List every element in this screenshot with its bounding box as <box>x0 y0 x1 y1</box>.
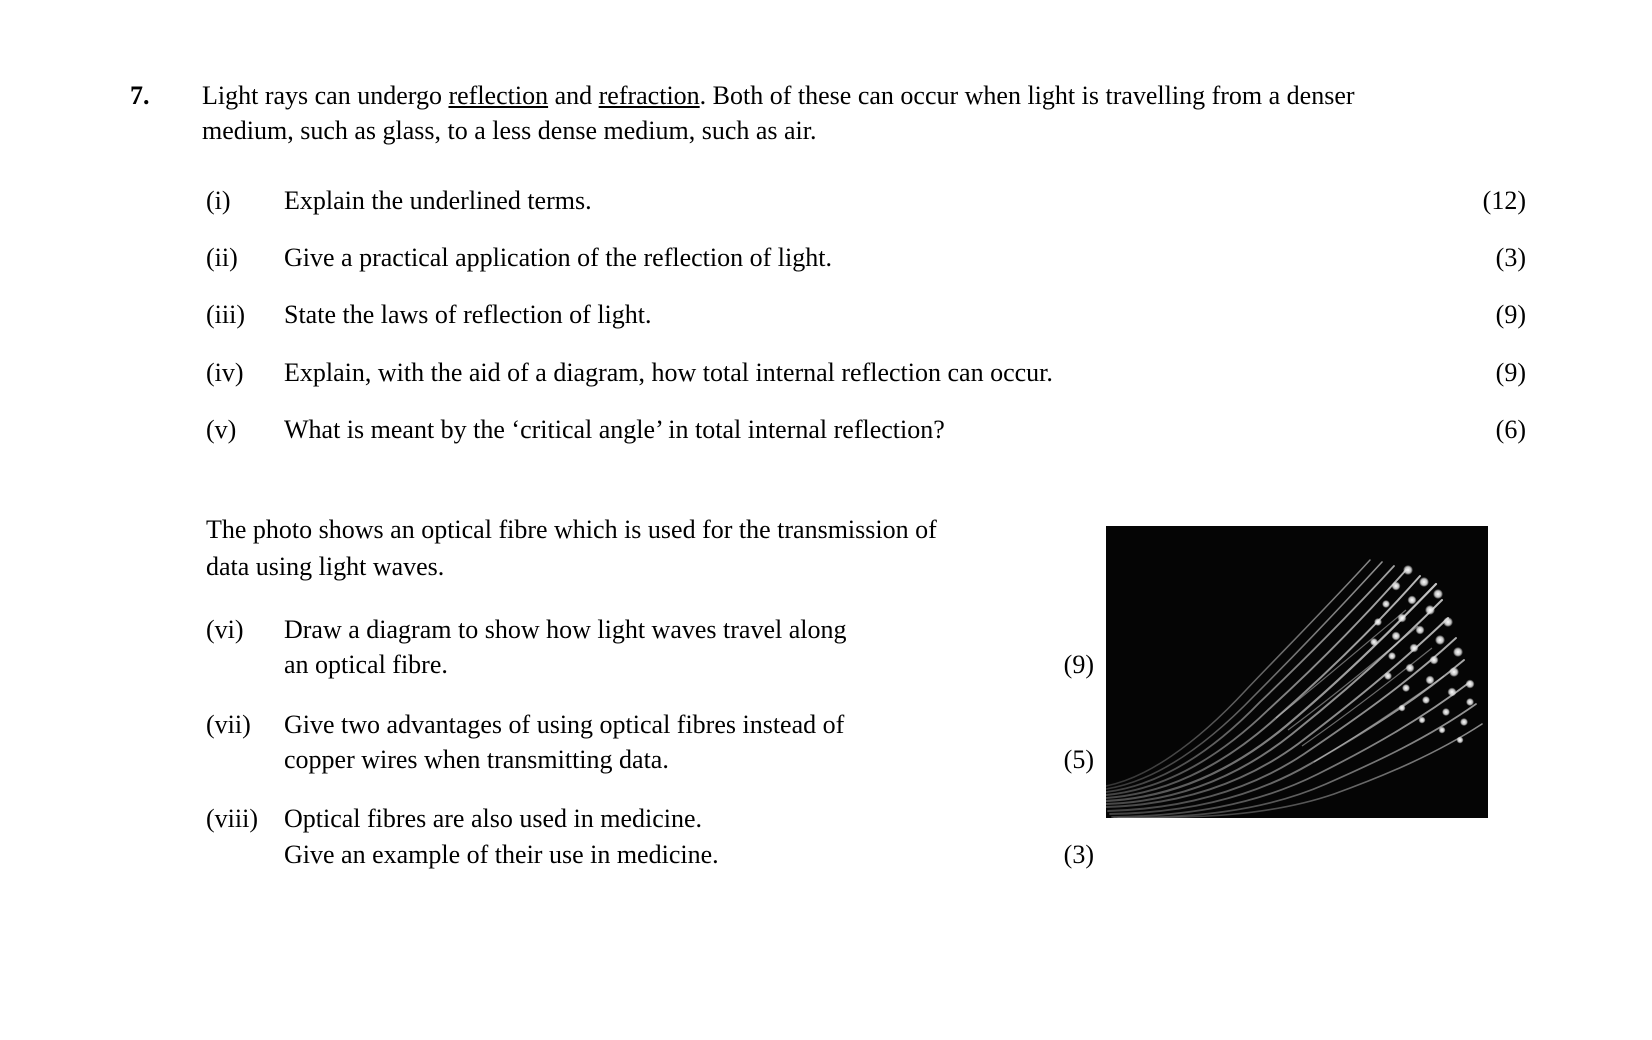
part-marks: (5) <box>1063 744 1094 774</box>
question-part <box>206 240 1526 275</box>
part-label: (iv) <box>206 357 244 387</box>
part-text: Give a practical application of the reflection of light. <box>284 243 832 273</box>
part-text-line-2: copper wires when transmitting data. <box>284 744 669 774</box>
part-text-line-1: Draw a diagram to show how light waves travel along <box>284 614 847 644</box>
part-marks: (9) <box>1495 300 1526 330</box>
part-text <box>284 612 1004 683</box>
part-label: (ii) <box>206 243 238 273</box>
part-text: Explain the underlined terms. <box>284 185 592 215</box>
question-part <box>206 355 1526 390</box>
optical-fibre-photo <box>1106 526 1488 818</box>
part-text-line-2: an optical fibre. <box>284 650 448 680</box>
question-parts-list <box>206 183 1526 448</box>
question-heading <box>130 78 1530 149</box>
question-part <box>206 412 1526 447</box>
lower-parts-list <box>206 612 1106 872</box>
optical-fibre-illustration <box>1106 526 1488 818</box>
part-label: (viii) <box>206 804 258 834</box>
question-number: 7. <box>130 81 150 110</box>
question-part <box>206 183 1526 218</box>
part-marks: (9) <box>1495 357 1526 387</box>
part-label: (vi) <box>206 614 244 644</box>
part-text: State the laws of reflection of light. <box>284 300 652 330</box>
underlined-term-reflection: reflection <box>448 81 549 110</box>
part-text-line-1: Optical fibres are also used in medicine. <box>284 804 703 834</box>
part-marks: (9) <box>1063 650 1094 680</box>
part-label: (i) <box>206 185 231 215</box>
question-stem <box>202 78 1382 149</box>
question-block <box>130 78 1530 470</box>
question-stem-part-3: . Both of these can occur when light is travelling from a denser medium, such as glass, to a less dense medium, such as air. <box>202 81 1355 146</box>
question-stem-part-1: Light rays can undergo <box>202 81 449 110</box>
part-label: (vii) <box>206 709 251 739</box>
question-part <box>206 297 1526 332</box>
part-text: Explain, with the aid of a diagram, how total internal reflection can occur. <box>284 357 1053 387</box>
part-text <box>284 801 1004 872</box>
part-marks: (6) <box>1495 415 1526 445</box>
part-text-line-2: Give an example of their use in medicine. <box>284 839 719 869</box>
part-label: (v) <box>206 415 237 445</box>
part-marks: (3) <box>1063 839 1094 869</box>
part-label: (iii) <box>206 300 245 330</box>
part-text <box>284 707 1004 778</box>
lower-section <box>206 512 1106 896</box>
part-text-line-1: Give two advantages of using optical fibres instead of <box>284 709 845 739</box>
underlined-term-refraction: refraction <box>598 81 700 110</box>
question-part <box>206 612 1106 683</box>
question-part <box>206 801 1106 872</box>
photo-caption: The photo shows an optical fibre which is used for the transmission of data using light waves. <box>206 515 937 581</box>
part-marks: (12) <box>1482 185 1526 215</box>
question-part <box>206 707 1106 778</box>
question-stem-part-2: and <box>548 81 599 110</box>
part-marks: (3) <box>1495 243 1526 273</box>
part-text: What is meant by the ‘critical angle’ in total internal reflection? <box>284 415 945 445</box>
